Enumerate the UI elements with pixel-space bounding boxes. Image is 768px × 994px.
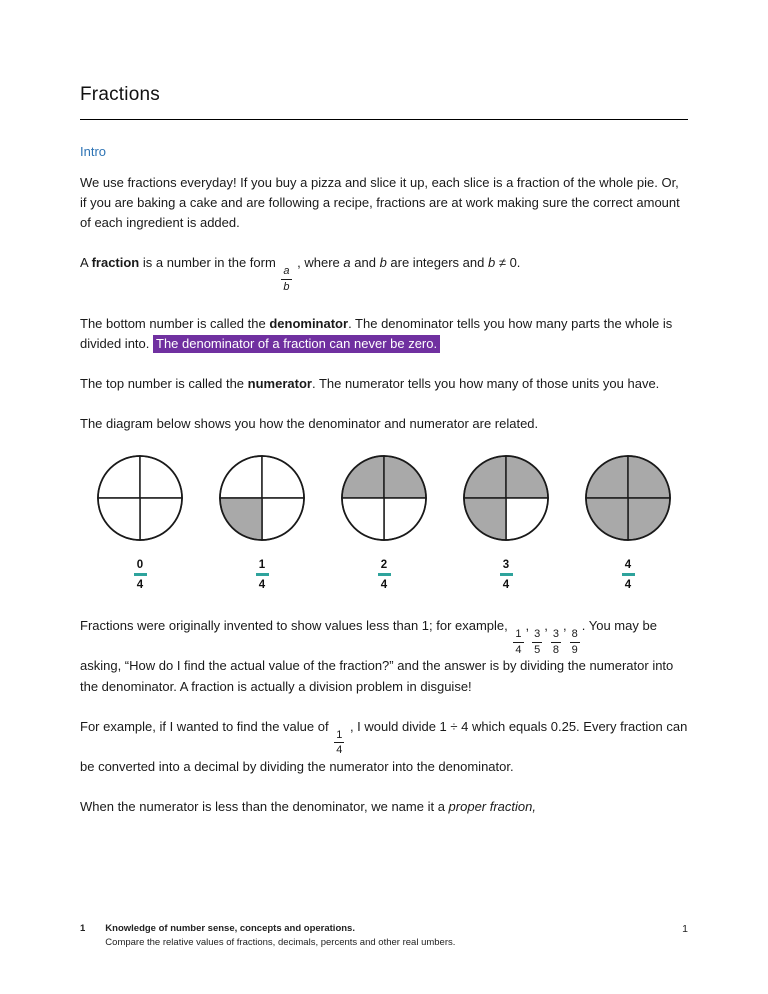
fraction-circle-0-of-4 [92,454,188,592]
label-denominator: 4 [258,578,266,591]
circle-fraction-label [622,558,635,592]
title-divider [80,119,688,120]
variable-a: a [343,255,351,271]
label-denominator: 4 [502,578,510,591]
comma-separator: , [525,618,530,634]
text-run: are integers and [386,255,488,271]
page-title: Fractions [80,84,160,105]
text-run: , where [293,255,344,271]
fraction-circle-3-of-4 [458,454,554,592]
fraction-circle-4-of-4 [580,454,676,592]
text-run: . The numerator tells you how many of those units you have. [311,375,660,391]
paragraph-numerator [80,374,688,394]
label-denominator: 4 [624,578,632,591]
paragraph-fraction-definition [80,253,688,293]
fraction-list [511,618,581,656]
fraction-bar [256,573,269,576]
text-run: Fractions were originally invented to show values less than 1; for example, [80,618,512,634]
text-run: A [80,255,92,271]
fraction-denominator: 4 [515,643,522,656]
label-numerator: 0 [136,559,144,572]
quartered-circle-graphic [96,454,184,542]
circle-fraction-label [256,558,269,592]
bold-term-numerator: numerator [247,375,312,391]
footnote-text [105,922,455,950]
bold-term-fraction: fraction [91,255,140,271]
text-run: ≠ 0. [495,255,521,271]
footnote-benchmark: Knowledge of number sense, concepts and operations. [105,923,355,935]
page-footer [80,922,688,950]
footnote-detail: Compare the relative values of fractions, decimals, percents and other real umbers. [105,937,456,949]
paragraph-intro: We use fractions everyday! If you buy a pizza and slice it up, each slice is a fraction of the whole pie. Or, if you are baking a cake and are following a recipe, fractions are at work making sure the correct amount of each ingredient is added. [80,175,680,231]
text-run: is a number in the form [139,255,280,271]
circle-fraction-label [500,558,513,592]
quartered-circle-graphic [340,454,428,542]
text-run: The top number is called the [80,375,248,391]
document-content [0,84,768,817]
inline-fraction-8-9 [568,628,582,656]
section-heading-intro: Intro [80,144,107,159]
text-run: . The denominator tells you how many parts the whole is divided into. [80,315,673,351]
fraction-circles-diagram [80,454,688,592]
fraction-numerator: a [281,265,291,280]
text-run: For example, if I wanted to find the value of [80,718,333,734]
label-denominator: 4 [136,578,144,591]
italic-term-proper-fraction: proper fraction, [448,798,536,814]
label-denominator: 4 [380,578,388,591]
fraction-numerator: 8 [570,628,580,643]
quartered-circle-graphic [462,454,550,542]
text-run: When the numerator is less than the denominator, we name it a [80,798,449,814]
fraction-circle-2-of-4 [336,454,432,592]
text-run: , I would divide 1 ÷ 4 which equals 0.25. Every fraction can be converted into a decimal by dividing the numerator into the denominator. [80,718,688,774]
circle-fraction-label [378,558,391,592]
fraction-bar [500,573,513,576]
paragraph-denominator [80,314,688,354]
variable-b: b [487,255,496,271]
highlighted-sentence: The denominator of a fraction can never be zero. [153,335,440,353]
fraction-circle-1-of-4 [214,454,310,592]
fraction-numerator: 1 [513,628,523,643]
label-numerator: 2 [380,559,388,572]
quartered-circle-graphic [218,454,306,542]
fraction-denominator: 8 [552,643,560,656]
inline-fraction-3-8 [549,628,563,656]
label-numerator: 4 [624,559,632,572]
text-run: The bottom number is called the [80,315,270,331]
page-number: 1 [682,923,688,936]
fraction-numerator: 3 [551,628,561,643]
fraction-numerator: 3 [532,628,542,643]
fraction-denominator: 5 [534,643,541,656]
text-run: . You may be asking, “How do I find the actual value of the fraction?” and the answer is by dividing the numerator into the denominator. A fraction is actually a division problem in disguise! [80,618,674,694]
variable-b: b [379,255,387,271]
paragraph-value-example [80,717,688,777]
inline-fraction-3-5 [530,628,544,656]
paragraph-example-fractions [80,616,688,696]
fraction-bar [134,573,147,576]
fraction-denominator: b [283,280,290,293]
fraction-bar [622,573,635,576]
inline-fraction-a-over-b [279,265,293,293]
inline-fraction-1-4 [511,628,525,656]
inline-fraction-1-4 [332,729,346,757]
footnote-number: 1 [80,923,86,935]
label-numerator: 1 [258,559,266,572]
comma-separator: , [563,618,567,634]
label-numerator: 3 [502,559,510,572]
fraction-bar [378,573,391,576]
fraction-denominator: 9 [571,643,578,656]
circle-fraction-label [134,558,147,592]
paragraph-diagram-intro: The diagram below shows you how the denominator and numerator are related. [80,415,539,431]
bold-term-denominator: denominator [269,315,349,331]
quartered-circle-graphic [584,454,672,542]
text-run: and [350,255,380,271]
fraction-numerator: 1 [334,729,344,744]
fraction-denominator: 4 [336,744,343,757]
comma-separator: , [544,618,548,634]
paragraph-proper-fraction [80,797,688,817]
